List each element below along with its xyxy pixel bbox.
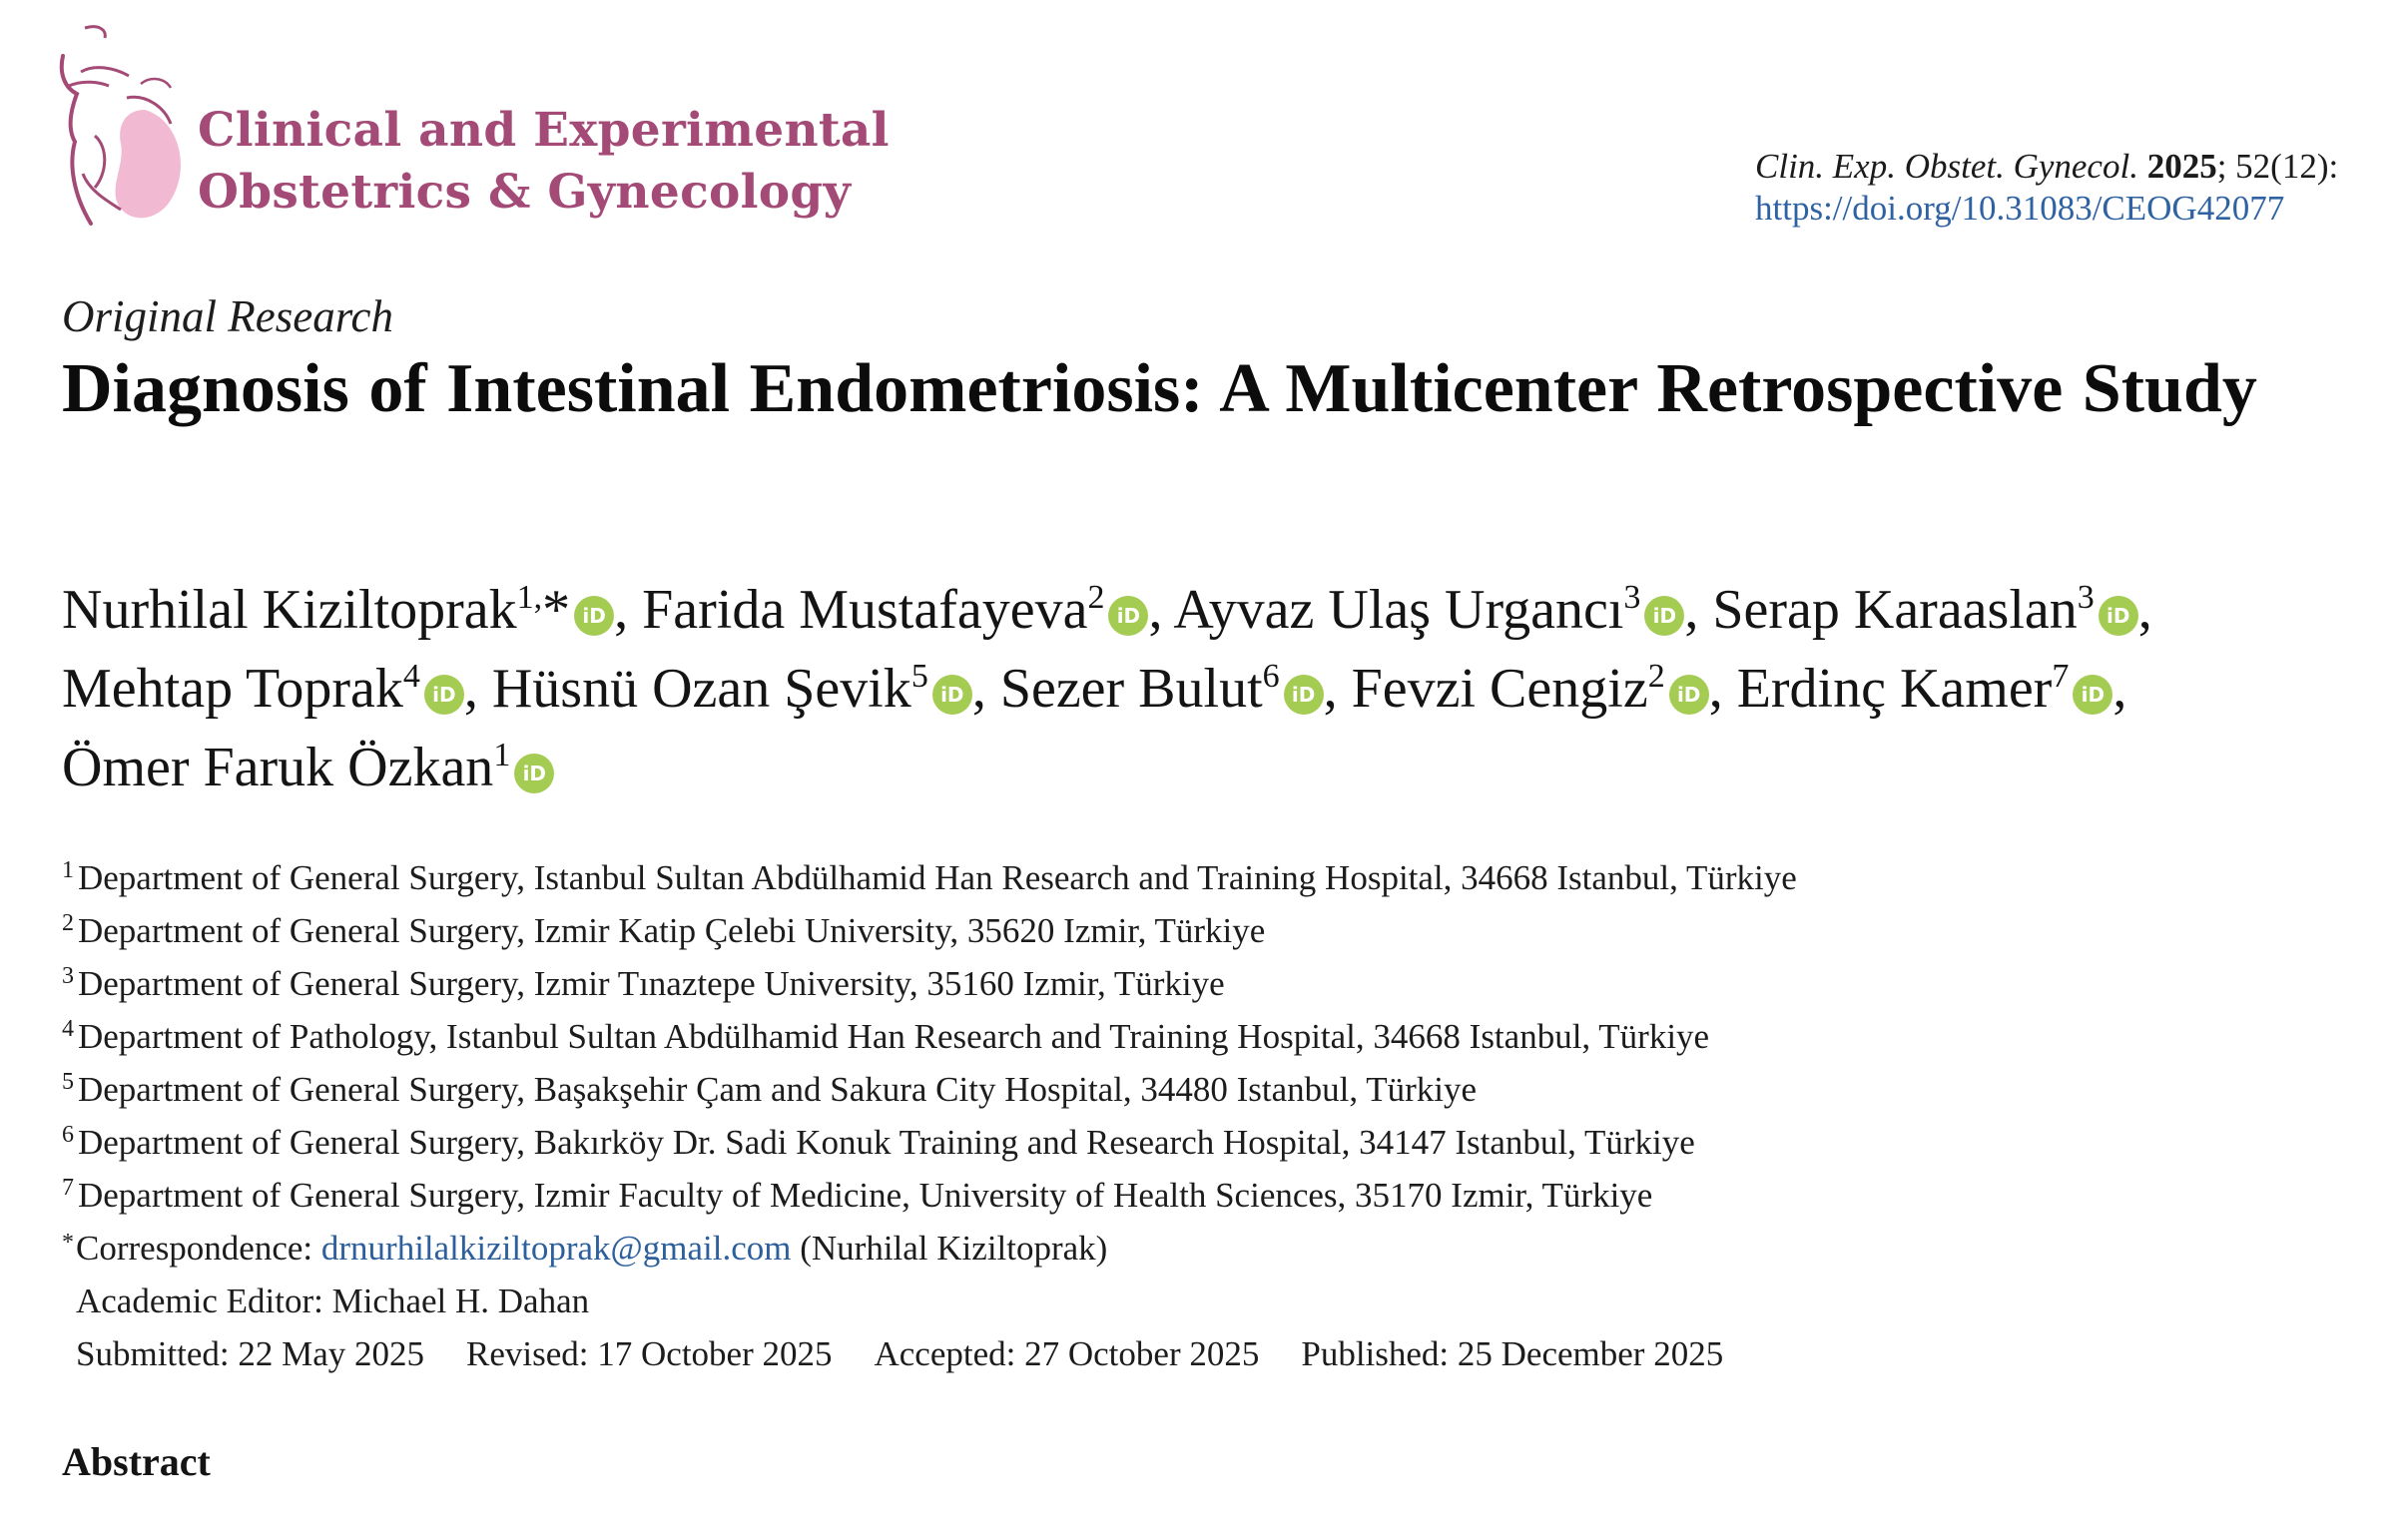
journal-name-line1: Clinical and Experimental: [198, 103, 890, 158]
submitted-date: 22 May 2025: [238, 1334, 425, 1373]
author-affiliation-number: 6: [1262, 658, 1280, 695]
orcid-icon[interactable]: iD: [424, 675, 464, 715]
orcid-icon[interactable]: iD: [2099, 596, 2138, 636]
affiliation-number: 3: [62, 963, 74, 989]
corresponding-author-marker: *: [542, 579, 571, 641]
correspondence-label: Correspondence:: [76, 1229, 313, 1268]
author-entry: [62, 579, 628, 641]
author-affiliation-number: 4: [402, 658, 420, 695]
author-separator: ,: [1708, 658, 1723, 720]
affiliation-line: [62, 904, 2358, 957]
revised-date: 17 October 2025: [597, 1334, 833, 1373]
author-entry: [1712, 579, 2151, 641]
author-name: Hüsnü Ozan Şevik: [491, 658, 911, 720]
academic-editor-line: [62, 1275, 2358, 1327]
orcid-icon[interactable]: iD: [574, 596, 614, 636]
accepted-date: 27 October 2025: [1024, 1334, 1260, 1373]
submitted-label: Submitted:: [76, 1334, 230, 1373]
author-name: Fevzi Cengiz: [1351, 658, 1648, 720]
affiliation-text: Department of General Surgery, Izmir Katip Çelebi University, 35620 Izmir, Türkiye: [78, 911, 1266, 950]
journal-name-line2: Obstetrics & Gynecology: [198, 165, 852, 220]
author-name: Nurhilal Kiziltoprak: [62, 579, 517, 641]
citation-block: [1755, 146, 2338, 230]
author-entry: [62, 737, 554, 798]
author-separator: ,: [2112, 658, 2127, 720]
author-name: Ayvaz Ulaş Urgancı: [1173, 579, 1624, 641]
affiliation-text: Department of General Surgery, Başakşehir Çam and Sakura City Hospital, 34480 Istanbul, Türkiye: [78, 1070, 1477, 1109]
author-separator: ,: [614, 579, 629, 641]
author-entry: [642, 579, 1162, 641]
author-name: Erdinç Kamer: [1736, 658, 2053, 720]
author-name: Serap Karaaslan: [1712, 579, 2078, 641]
affiliation-text: Department of General Surgery, Izmir Faculty of Medicine, University of Health Sciences, 35170 Izmir, Türkiye: [78, 1176, 1653, 1215]
correspondence-marker: *: [62, 1230, 74, 1256]
author-entry: [1737, 658, 2127, 720]
author-entry: [492, 658, 986, 720]
author-separator: ,: [971, 658, 986, 720]
affiliation-line: [62, 1116, 2358, 1169]
orcid-icon[interactable]: iD: [514, 754, 554, 793]
author-separator: ,: [1323, 658, 1338, 720]
academic-editor-name: Michael H. Dahan: [331, 1281, 590, 1320]
author-name: Sezer Bulut: [999, 658, 1263, 720]
affiliations-block: [62, 851, 2358, 1380]
author-entry: [1000, 658, 1338, 720]
author-list: [62, 571, 2408, 807]
author-affiliation-number: 3: [2077, 579, 2095, 616]
author-name: Mehtap Toprak: [62, 658, 403, 720]
author-entry: [1352, 658, 1723, 720]
author-entry: [1173, 579, 1698, 641]
affiliation-list: [62, 851, 2358, 1222]
author-name: Farida Mustafayeva: [642, 579, 1088, 641]
author-separator: ,: [463, 658, 478, 720]
journal-name: [198, 100, 890, 224]
accepted-label: Accepted:: [874, 1334, 1016, 1373]
citation-volume-issue: ; 52(12):: [2216, 147, 2339, 186]
author-affiliation-number: 3: [1623, 579, 1641, 616]
academic-editor-label: Academic Editor:: [76, 1281, 323, 1320]
published-date: 25 December 2025: [1457, 1334, 1724, 1373]
orcid-icon[interactable]: iD: [1644, 596, 1684, 636]
orcid-icon[interactable]: iD: [1284, 675, 1324, 715]
affiliation-number: 7: [62, 1175, 74, 1201]
orcid-icon[interactable]: iD: [1108, 596, 1148, 636]
author-affiliation-number: 1,: [516, 579, 543, 616]
affiliation-number: 2: [62, 910, 74, 936]
abstract-heading: Abstract: [62, 1439, 211, 1484]
author-affiliation-number: 5: [910, 658, 928, 695]
affiliation-line: [62, 957, 2358, 1010]
doi-link[interactable]: https://doi.org/10.31083/CEOG42077: [1755, 189, 2285, 228]
affiliation-line: [62, 1063, 2358, 1116]
published-label: Published:: [1301, 1334, 1450, 1373]
revised-label: Revised:: [466, 1334, 589, 1373]
correspondence-email-link[interactable]: drnurhilalkiziltoprak@gmail.com: [320, 1229, 792, 1268]
author-separator: ,: [2137, 579, 2152, 641]
author-affiliation-number: 2: [1087, 579, 1105, 616]
affiliation-text: Department of General Surgery, Istanbul Sultan Abdülhamid Han Research and Training Hospital, 34668 Istanbul, Türkiye: [78, 858, 1797, 897]
journal-abbreviation: Clin. Exp. Obstet. Gynecol.: [1755, 147, 2138, 186]
correspondence-line: [62, 1222, 2358, 1275]
author-affiliation-number: 2: [1647, 658, 1665, 695]
affiliation-line: [62, 1010, 2358, 1063]
orcid-icon[interactable]: iD: [1669, 675, 1709, 715]
orcid-icon[interactable]: iD: [2073, 675, 2112, 715]
correspondence-name: (Nurhilal Kiziltoprak): [800, 1229, 1108, 1268]
author-affiliation-number: 7: [2052, 658, 2070, 695]
pregnant-woman-logo-icon: [55, 24, 195, 229]
affiliation-number: 1: [62, 857, 74, 883]
dates-line: [62, 1327, 2358, 1380]
affiliation-number: 6: [62, 1122, 74, 1148]
article-title: Diagnosis of Intestinal Endometriosis: A Multicenter Retrospective Study: [62, 350, 2257, 427]
orcid-icon[interactable]: iD: [932, 675, 972, 715]
article-type: Original Research: [62, 291, 394, 341]
citation-line: [1755, 146, 2338, 188]
affiliation-text: Department of General Surgery, Izmir Tınaztepe University, 35160 Izmir, Türkiye: [78, 964, 1225, 1003]
author-separator: ,: [1148, 579, 1163, 641]
affiliation-line: [62, 851, 2358, 904]
affiliation-text: Department of General Surgery, Bakırköy Dr. Sadi Konuk Training and Research Hospital, 34147 Istanbul, Türkiye: [78, 1123, 1695, 1162]
affiliation-number: 4: [62, 1016, 74, 1042]
citation-year: 2025: [2146, 147, 2217, 186]
affiliation-line: [62, 1169, 2358, 1222]
affiliation-text: Department of Pathology, Istanbul Sultan Abdülhamid Han Research and Training Hospital, 34668 Istanbul, Türkiye: [78, 1017, 1710, 1056]
affiliation-number: 5: [62, 1069, 74, 1095]
author-name: Ömer Faruk Özkan: [62, 737, 494, 798]
author-affiliation-number: 1: [493, 737, 511, 773]
author-entry: [62, 658, 478, 720]
author-separator: ,: [1684, 579, 1699, 641]
